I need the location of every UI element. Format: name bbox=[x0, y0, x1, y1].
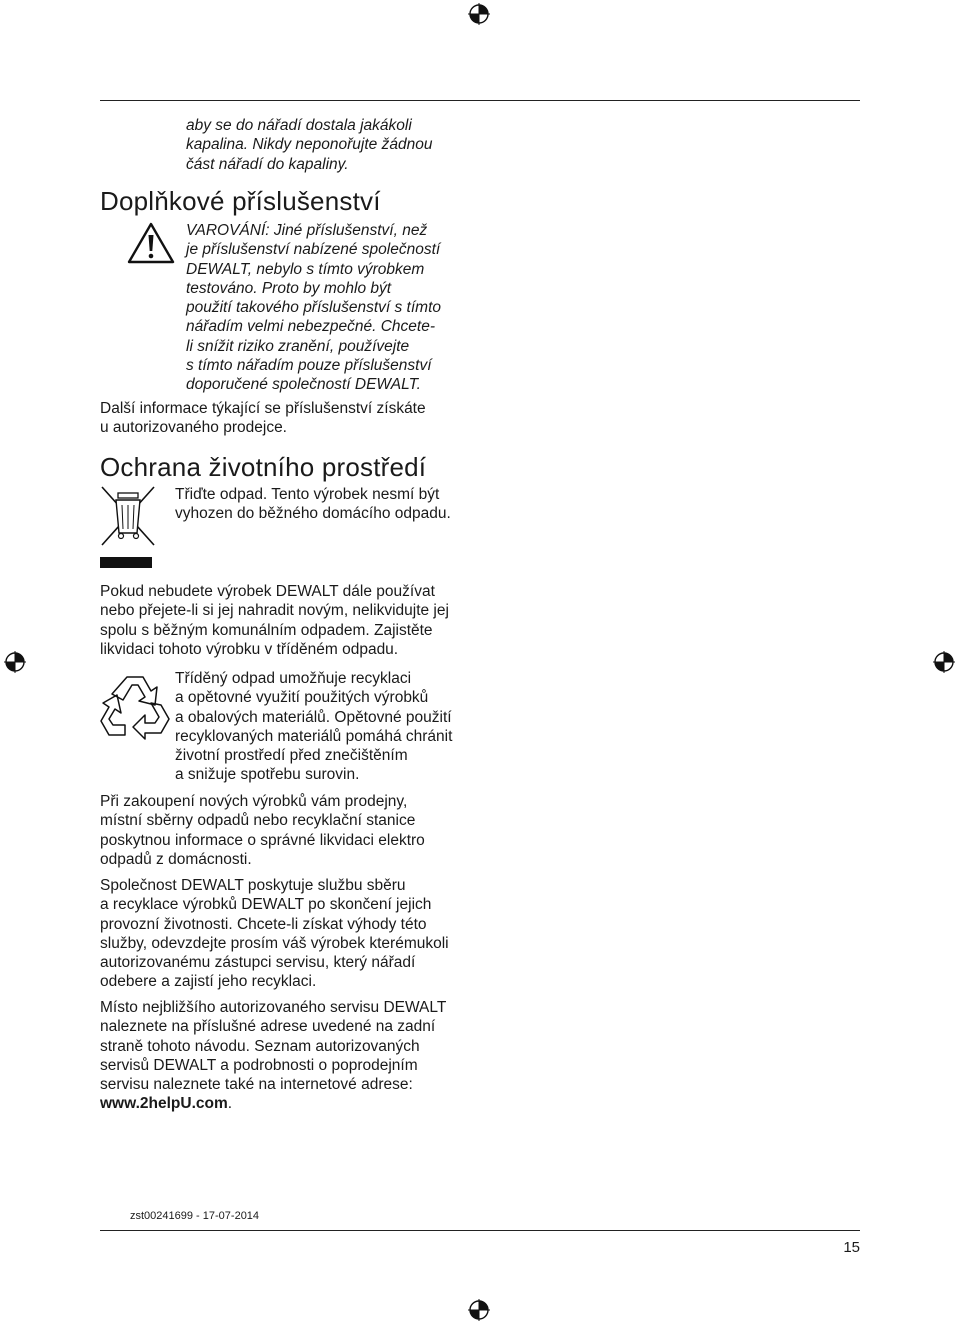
accessories-info: Další informace týkající se příslušenství získáte u autorizovaného prodejce. bbox=[100, 400, 426, 437]
warning-block bbox=[186, 221, 486, 395]
website-suffix: . bbox=[227, 1095, 233, 1112]
disposal-paragraph: Pokud nebudete výrobek DEWALT dále používat nebo přejete-li si jej nahradit novým, nelikvidujte jej spolu s běžným komunálním odpadem. Zajistěte likvidaci tohoto výrobku v tříděném odpadu. bbox=[100, 583, 449, 658]
service-paragraph: Společnost DEWALT poskytuje službu sběru a recyklace výrobků DEWALT po skončení jejich provozní životnosti. Chcete-li získat výhody této služby, odevzdejte prosím váš výrobek kterémukoli autorizovanému zástupci servisu, který nářadí odebere a zajistí jeho recyklaci. bbox=[100, 877, 449, 991]
recycle-icon bbox=[99, 673, 171, 741]
registration-mark-icon bbox=[468, 1299, 490, 1321]
section-heading-accessories: Doplňkové příslušenství bbox=[100, 186, 381, 216]
page-number: 15 bbox=[843, 1239, 860, 1256]
bottom-rule bbox=[100, 1230, 860, 1231]
document-code: zst00241699 - 17-07-2014 bbox=[130, 1210, 260, 1222]
section-heading-environment: Ochrana životního prostředí bbox=[100, 452, 427, 482]
warning-text: Jiné příslušenství, než je příslušenství nabízené společností DEWALT, nebylo s tímto výrobkem testováno. Proto by mohlo být použití takového příslušenství s tímto nářadím velmi nebezpečné. Chcete- li snížit riziko zranění, používejte s tímto nářadím pouze příslušenství doporučené společností DEWALT. bbox=[186, 222, 442, 394]
sorted-waste-text: Třiďte odpad. Tento výrobek nesmí být vyhozen do běžného domácího odpadu. bbox=[175, 486, 451, 523]
intro-paragraph: aby se do nářadí dostala jakákoli kapalina. Nikdy neponořujte žádnou část nářadí do kapaliny. bbox=[186, 117, 433, 173]
top-rule bbox=[100, 100, 860, 101]
registration-mark-icon bbox=[933, 651, 955, 673]
warning-triangle-icon bbox=[127, 222, 175, 264]
location-paragraph: Místo nejbližšího autorizovaného servisu DEWALT naleznete na příslušné adrese uvedené na zadní straně tohoto návodu. Seznam autorizovaných servisů DEWALT a podrobnosti o poprodejním servisu naleznete také na internetové adrese: bbox=[100, 999, 447, 1094]
website-link[interactable]: www.2helpU.com bbox=[100, 1095, 228, 1112]
crossed-out-bin-icon bbox=[100, 485, 156, 571]
registration-mark-icon bbox=[4, 651, 26, 673]
recycling-paragraph: Tříděný odpad umožňuje recyklaci a opětovné využití použitých výrobků a obalových materiálů. Opětovné použití recyklovaných materiálů pomáhá chránit životní prostředí před znečištěním a snižuje spotřebu surovin. bbox=[175, 670, 453, 784]
website-line bbox=[100, 1094, 500, 1113]
registration-mark-icon bbox=[468, 3, 490, 25]
purchase-paragraph: Při zakoupení nových výrobků vám prodejny, místní sběrny odpadů nebo recyklační stanice poskytnou informace o správné likvidaci elektro odpadů z domácnosti. bbox=[100, 793, 425, 868]
warning-label: VAROVÁNÍ: bbox=[186, 222, 270, 239]
